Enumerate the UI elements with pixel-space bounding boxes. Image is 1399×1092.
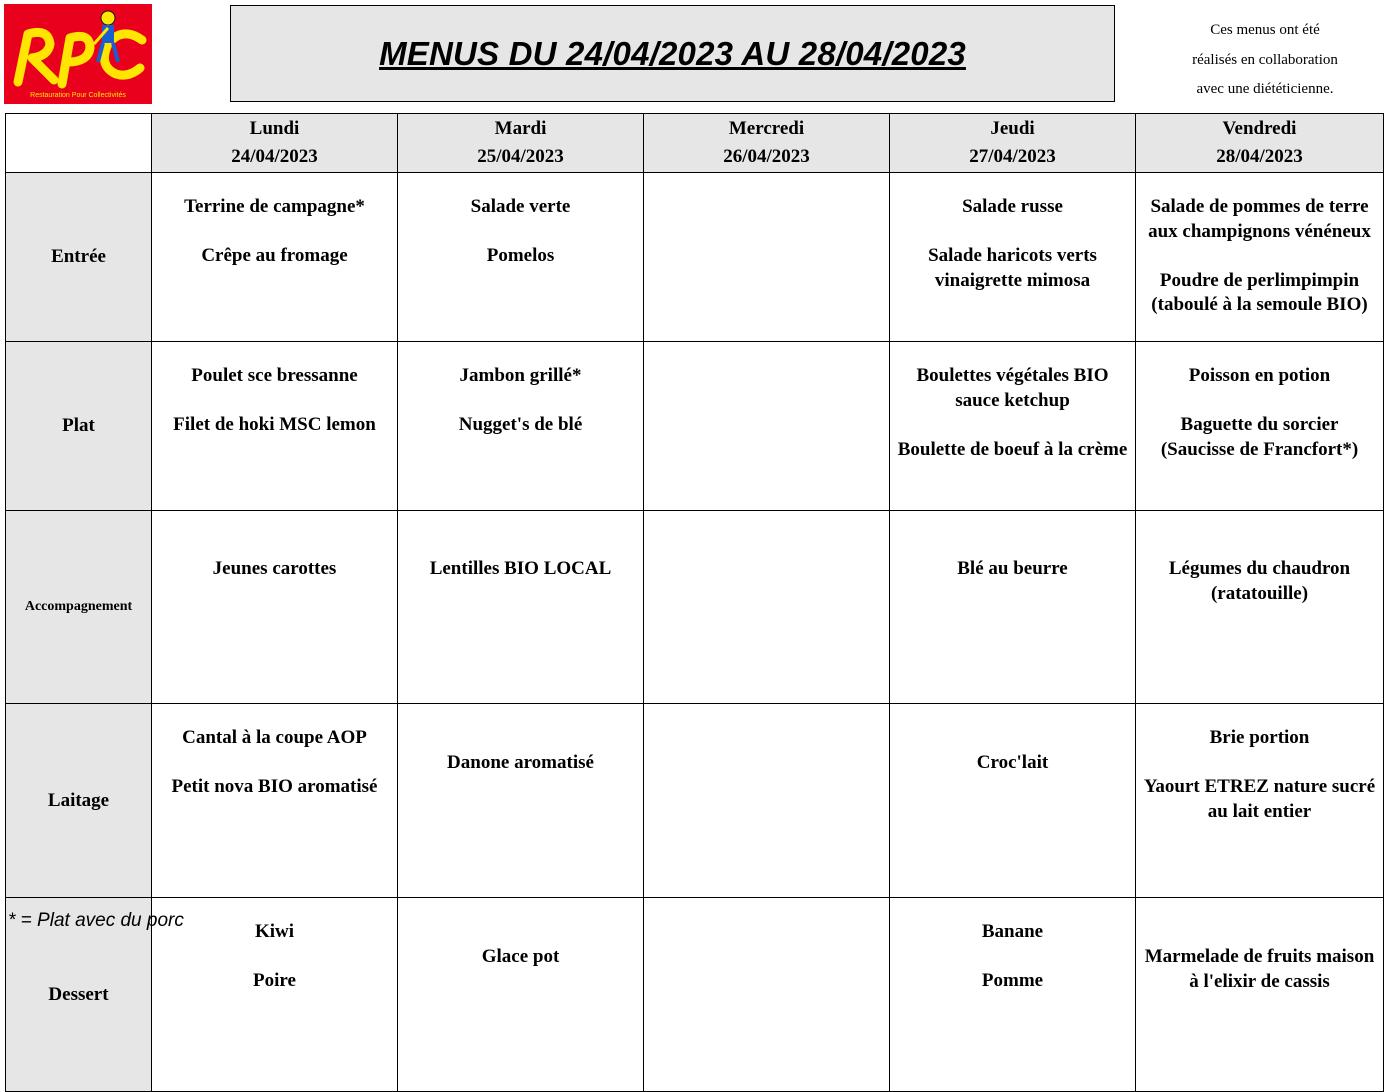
cell-accompagnement-vendredi — [1136, 511, 1384, 704]
menu-item: Yaourt ETREZ nature sucré au lait entier — [1143, 776, 1376, 822]
corner-cell — [6, 114, 152, 173]
cell-laitage-vendredi — [1136, 704, 1384, 898]
menu-item: Blé au beurre — [957, 558, 1068, 579]
cell-plat-mardi — [398, 342, 644, 511]
menu-item: Poire — [253, 970, 296, 992]
menu-item: Marmelade de fruits maison à l'elixir de cassis — [1144, 946, 1375, 992]
dietitian-note — [1160, 16, 1370, 105]
title-box — [230, 5, 1115, 102]
cell-accompagnement-jeudi — [890, 511, 1136, 704]
category-plat: Plat — [6, 342, 152, 511]
days-header-row — [6, 114, 1384, 173]
cell-entree-jeudi — [890, 173, 1136, 342]
cell-plat-mercredi — [644, 342, 890, 511]
cell-dessert-mardi — [398, 898, 644, 1092]
row-accompagnement — [6, 511, 1384, 704]
menu-item: Légumes du chaudron (ratatouille) — [1168, 558, 1351, 604]
cell-laitage-lundi — [152, 704, 398, 898]
category-dessert: Dessert — [6, 898, 152, 1092]
menu-item: Jeunes carottes — [212, 558, 337, 579]
day-name: Mercredi — [728, 118, 805, 139]
menu-item: Petit nova BIO aromatisé — [171, 776, 378, 798]
category-entree: Entrée — [6, 173, 152, 342]
cell-plat-lundi — [152, 342, 398, 511]
note-line-1: Ces menus ont été — [1210, 22, 1320, 38]
cell-laitage-jeudi — [890, 704, 1136, 898]
day-header-mercredi — [644, 114, 890, 173]
note-line-2: réalisés en collaboration — [1192, 51, 1338, 68]
day-name: Vendredi — [1222, 118, 1297, 139]
cell-accompagnement-mardi — [398, 511, 644, 704]
cell-entree-vendredi — [1136, 173, 1384, 342]
day-header-jeudi — [890, 114, 1136, 173]
menu-item: Jambon grillé* — [459, 365, 582, 386]
menu-item: Danone aromatisé — [447, 752, 594, 773]
menu-item: Pomme — [981, 970, 1044, 992]
menu-item: Poudre de perlimpimpin (taboulé à la semoule BIO) — [1151, 269, 1368, 316]
cell-dessert-vendredi — [1136, 898, 1384, 1092]
cell-dessert-mercredi — [644, 898, 890, 1092]
cell-plat-vendredi — [1136, 342, 1384, 511]
menu-item: Filet de hoki MSC lemon — [173, 414, 376, 436]
row-dessert — [6, 898, 1384, 1092]
menu-item: Salade de pommes de terre aux champignons vénéneux — [1148, 196, 1371, 242]
menu-item: Cantal à la coupe AOP — [182, 727, 367, 748]
day-name: Mardi — [494, 118, 547, 139]
menu-item: Lentilles BIO LOCAL — [429, 558, 612, 579]
menu-item: Glace pot — [481, 946, 560, 967]
logo — [4, 4, 152, 104]
cell-entree-mercredi — [644, 173, 890, 342]
cell-laitage-mercredi — [644, 704, 890, 898]
menu-item: Poisson en potion — [1188, 365, 1331, 386]
cell-dessert-jeudi — [890, 898, 1136, 1092]
menu-item: Boulettes végétales BIO sauce ketchup — [916, 365, 1109, 411]
day-header-vendredi — [1136, 114, 1384, 173]
logo-tagline: Restauration Pour Collectivités — [30, 92, 126, 99]
menu-item: Banane — [981, 921, 1044, 942]
note-line-3: avec une diététicienne. — [1196, 81, 1334, 97]
footnote: * = Plat avec du porc — [8, 910, 184, 931]
cell-plat-jeudi — [890, 342, 1136, 511]
day-header-lundi — [152, 114, 398, 173]
menu-item: Nugget's de blé — [458, 414, 583, 436]
menu-item: Pomelos — [486, 245, 555, 267]
menu-item: Kiwi — [254, 921, 295, 942]
cell-entree-mardi — [398, 173, 644, 342]
menu-item: Salade russe — [962, 196, 1063, 217]
row-plat — [6, 342, 1384, 511]
row-entree — [6, 173, 1384, 342]
day-name: Lundi — [249, 118, 300, 139]
menu-item: Baguette du sorcier (Saucisse de Francfort*) — [1160, 414, 1359, 460]
menu-item: Brie portion — [1209, 727, 1310, 748]
day-date: 24/04/2023 — [231, 146, 318, 167]
category-accompagnement: Accompagnement — [6, 511, 152, 704]
day-date: 27/04/2023 — [969, 146, 1056, 167]
menu-item: Croc'lait — [976, 752, 1049, 773]
page-title: MENUS DU 24/04/2023 AU 28/04/2023 — [379, 34, 966, 72]
day-header-mardi — [398, 114, 644, 173]
category-laitage: Laitage — [6, 704, 152, 898]
cell-dessert-lundi — [152, 898, 398, 1092]
cell-accompagnement-mercredi — [644, 511, 890, 704]
cell-entree-lundi — [152, 173, 398, 342]
menu-item: Salade verte — [470, 196, 571, 217]
cell-accompagnement-lundi — [152, 511, 398, 704]
menu-table — [5, 113, 1384, 1092]
day-date: 26/04/2023 — [723, 146, 810, 167]
menu-item: Salade haricots verts vinaigrette mimosa — [928, 245, 1097, 291]
row-laitage — [6, 704, 1384, 898]
cell-laitage-mardi — [398, 704, 644, 898]
menu-item: Terrine de campagne* — [184, 196, 365, 217]
day-date: 25/04/2023 — [477, 146, 564, 167]
menu-item: Boulette de boeuf à la crème — [897, 438, 1128, 460]
day-date: 28/04/2023 — [1216, 146, 1303, 167]
menu-item: Poulet sce bressanne — [191, 365, 358, 386]
menu-item: Crêpe au fromage — [201, 245, 348, 267]
day-name: Jeudi — [990, 118, 1035, 139]
